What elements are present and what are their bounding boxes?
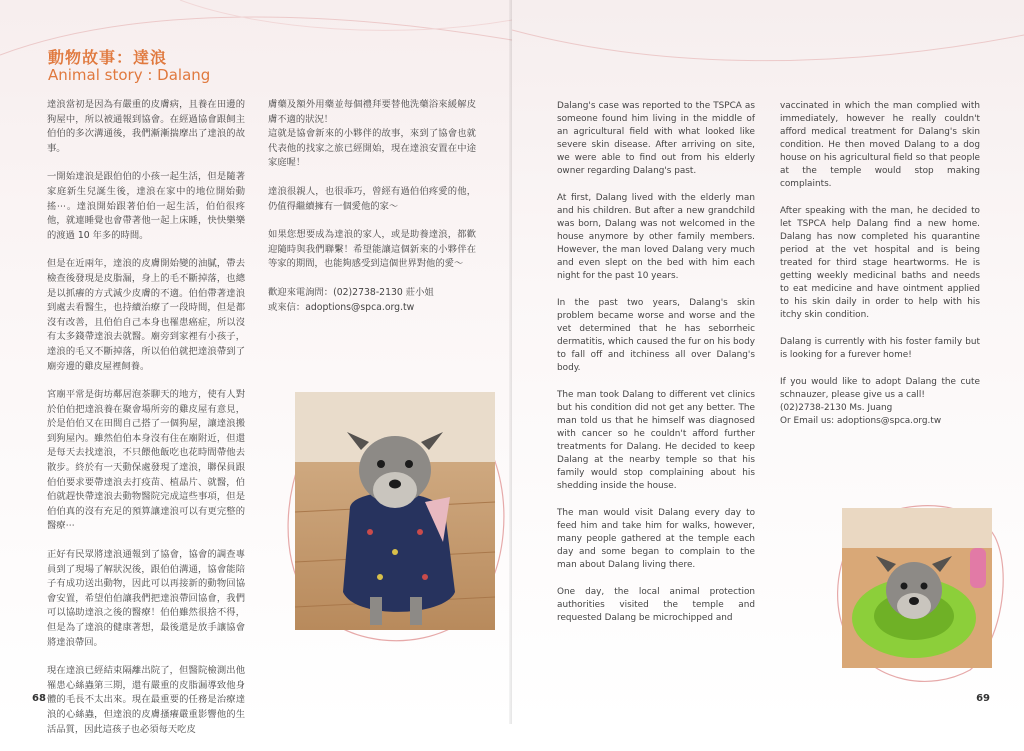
paragraph: The man would visit Dalang every day to feed him and take him for walks, however, many people gathered at the temple each day and some began to complain to the man about Dalang living there. xyxy=(557,508,758,570)
paragraph: 但是在近兩年，達浪的皮膚開始變的油膩，帶去檢查後發現是皮脂漏，身上的毛不斷掉落，也總是以抓癢的方式減少皮膚的不適。伯伯帶著達浪到處去看醫生，也持續治療了一段時間，但是都沒有改善，且伯伯自己本身也罹患癌症，所以沒有太多錢帶達浪去就醫。廟旁到家裡有小孩子，達浪的毛又不斷掉落，所以伯伯就把達浪帶到了廟旁邊的雞皮屋裡飼養。 xyxy=(47,258,245,372)
story-title-zh: 動物故事：達浪 xyxy=(48,48,168,67)
paragraph: 現在達浪已經結束隔離出院了，但醫院檢測出他罹患心絲蟲第三期，還有嚴重的皮脂漏導致他身體的毛長不太出來。現在最重要的任務是治療達浪的心絲蟲，但達浪的皮膚搔癢嚴重影響他的生活品質，因此這孩子也必須每天吃皮 xyxy=(47,665,245,735)
paragraph: 正好有民眾將達浪通報到了協會，協會的調查專員到了現場了解狀況後，跟伯伯溝通，協會能陪子有成功送出動物，因此可以再接新的動物回協會安置，希望伯伯讓我們把達浪帶回協會，我們可以協助達浪之後的醫療！伯伯雖然很捨不得，但是為了達浪的健康著想，最後還是放手讓協會將達浪帶回。 xyxy=(47,549,245,648)
dog-photo-right xyxy=(842,508,992,668)
paragraph: 歡迎來電詢問：(02)2738-2130 莊小姐 或來信：adoptions@spca.org.tw xyxy=(268,286,434,313)
left-page xyxy=(0,0,512,735)
paragraph: 達浪很親人，也很乖巧，曾經有過伯伯疼愛的他，仍值得繼續擁有一個愛他的家～ xyxy=(268,185,476,212)
paragraph: The man took Dalang to different vet clinics but his condition did not get any better. The man told us that he himself was diagnosed with cancer so he couldn't afford further treatments for Dalang. He decided to keep Dalang at the nearby temple so that his family would stop complaining about his shedding inside the house. xyxy=(557,390,758,491)
paragraph: 宮廟平常是街坊鄰居泡茶聊天的地方，使有人對於伯伯把達浪養在聚會場所旁的雞皮屋有意見，於是伯伯又在田間自己搭了一個狗屋，讓達浪搬到狗屋內。雖然伯伯本身沒有住在廟附近，但還是每天去找達浪，不只餵他飯吃也花時間帶他去散步。終於有一天動保處發現了達浪，聯保員跟伯伯要求要帶達浪去打疫苗、植晶片、就醫，伯伯就趕快帶達浪去動物醫院完成這些事項，但是伯伯真的沒有充足的預算讓達浪可以有更完整的醫療⋯ xyxy=(47,389,245,532)
paragraph: At first, Dalang lived with the elderly man and his children. But after a new grandchild was born, Dalang was not welcomed in the house anymore by other family members. However, the man loved Dalang very much and even slept on the bed with him each night for the past 10 years. xyxy=(557,193,758,281)
story-title-en: Animal story : Dalang xyxy=(48,66,211,84)
paragraph: 如果您想要成為達浪的家人，或是助養達浪，都歡迎隨時與我們聯繫！希望能讓這個新來的小夥伴在等家的期間，也能夠感受到這個世界對他的愛～ xyxy=(268,229,476,270)
paragraph: Dalang's case was reported to the TSPCA as someone found him living in the middle of an agricultural field with what looked like severe skin disease. After arriving on site, we were able to find out from his elderly owner regarding Dalang's past. xyxy=(557,101,758,176)
page-number-right: 69 xyxy=(976,693,990,704)
paragraph: 一開始達浪是跟伯伯的小孩一起生活，但是隨著家庭新生兒誕生後，達浪在家中的地位開始動搖⋯。達浪開始跟著伯伯一起生活，伯伯很疼他，就連睡覺也會帶著他一起上床睡，快快樂樂的渡過 10 年多的時間。 xyxy=(47,171,245,241)
dog-photo-left xyxy=(295,392,495,630)
paragraph: vaccinated in which the man complied with immediately, however he really couldn't afford medical treatment for Dalang's skin condition. He then moved Dalang to a dog house on his agricultural field so that people at the temple would stop making complaints. xyxy=(780,101,983,189)
paragraph: 達浪當初是因為有嚴重的皮膚病，且養在田邊的狗屋中，所以被通報到協會。在經過協會跟飼主伯伯的多次溝通後，我們漸漸揣摩出了達浪的故事。 xyxy=(47,99,245,154)
paragraph: One day, the local animal protection authorities visited the temple and requested Dalang be microchipped and xyxy=(557,587,758,623)
page-number-left: 68 xyxy=(32,693,46,704)
paragraph: Dalang is currently with his foster family but is looking for a furever home! xyxy=(780,337,983,360)
chinese-text-column-2 xyxy=(268,98,476,329)
paragraph: If you would like to adopt Dalang the cute schnauzer, please give us a call! (02)2738-2130 Ms. Juang Or Email us: adoptions@spca.org.tw xyxy=(780,377,980,426)
paragraph: 膚藥及額外用藥並每個禮拜要替他洗藥浴來緩解皮膚不適的狀況！ 這就是協會新來的小夥伴的故事，來到了協會也就代表他的找家之旅已經開始，現在達浪安置在中途家庭喔！ xyxy=(268,99,476,169)
paragraph: In the past two years, Dalang's skin problem became worse and worse and the vet determined that he has seborrheic dermatitis, which caused the fur on his body to fall off and itchiness all over Dalang's body. xyxy=(557,298,758,373)
chinese-text-column-1 xyxy=(47,98,245,751)
english-text-column-1 xyxy=(557,100,758,639)
paragraph: After speaking with the man, he decided to let TSPCA help Dalang find a new home. Dalang has now completed his quarantine period at the vet hospital and is being treated for third stage heartworms. He is getting weekly medicinal baths and needs to eat medicine and have ointment applied to his skin daily in order to help with his itchy skin condition. xyxy=(780,206,983,320)
right-page xyxy=(512,0,1024,724)
english-text-column-2 xyxy=(780,100,983,442)
